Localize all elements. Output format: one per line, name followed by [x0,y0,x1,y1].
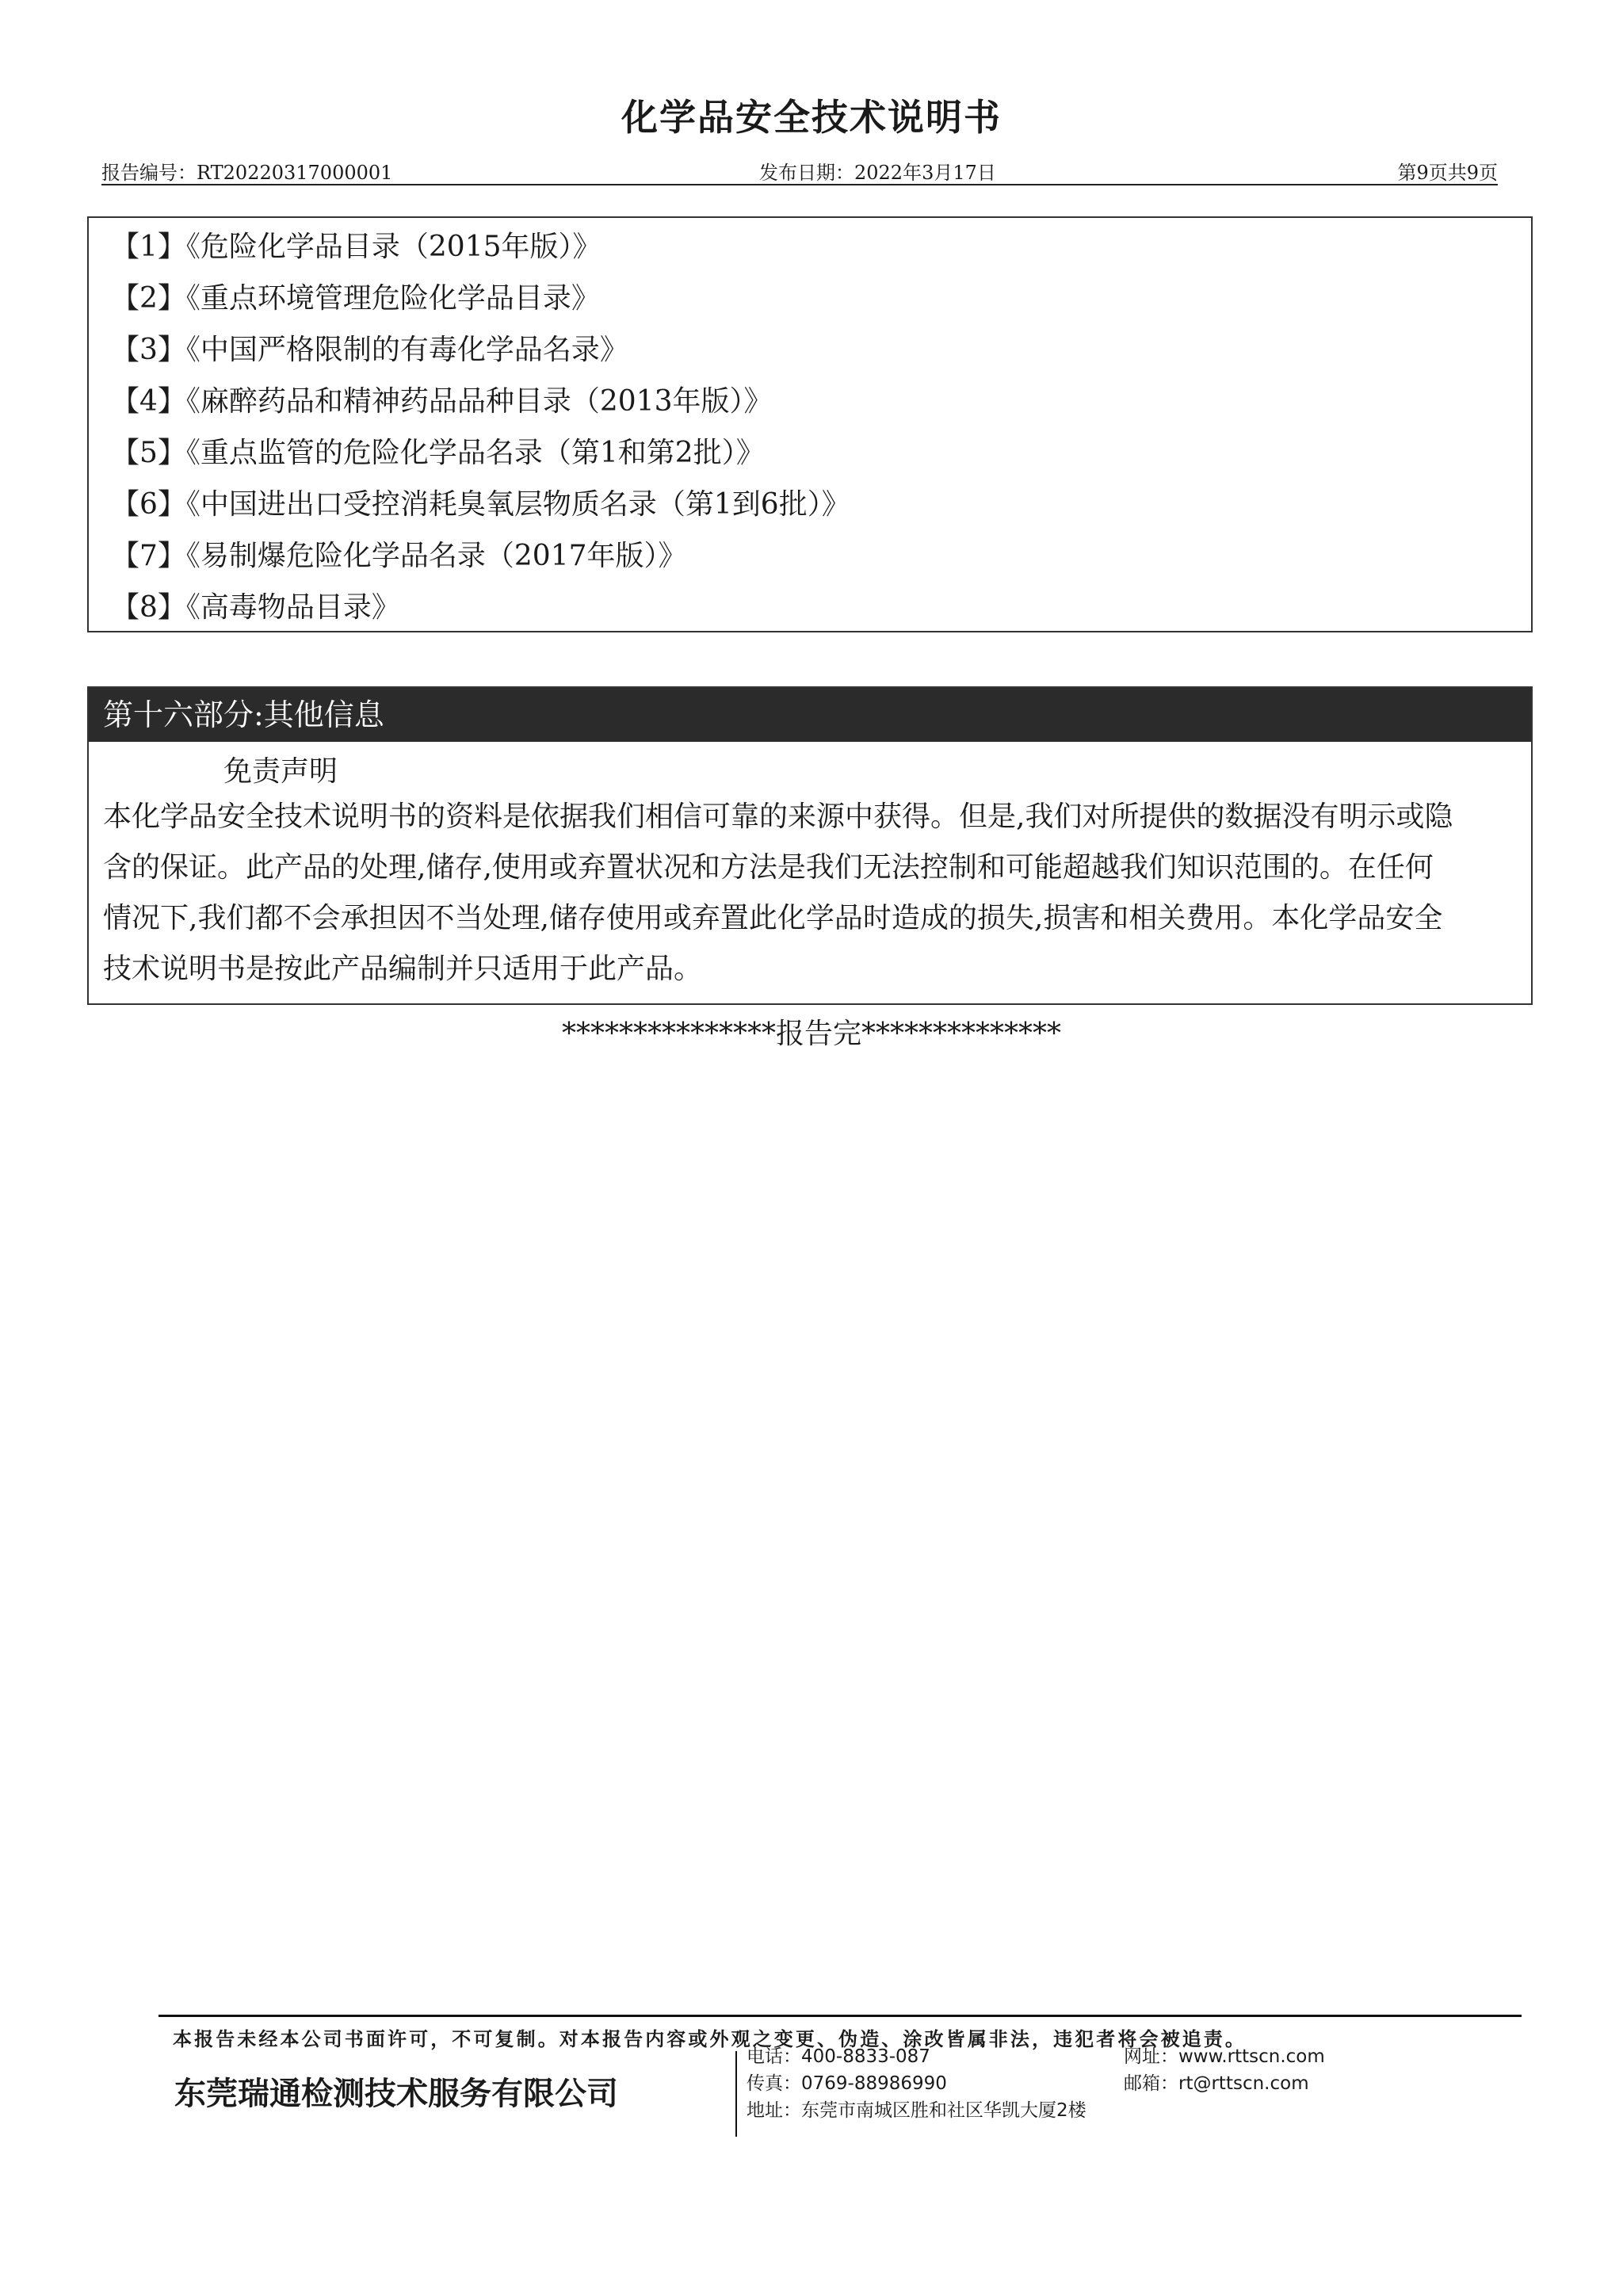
reference-item: 【1】《危险化学品目录（2015年版）》 [111,231,601,263]
section-heading: 第十六部分:其他信息 [89,688,1531,742]
regulatory-reference-list [87,216,1533,632]
footer-vertical-divider [735,2051,737,2137]
contact-address: 地址：东莞市南城区胜和社区华凯大厦2楼 [747,2100,1086,2121]
report-meta-row [101,157,1498,185]
company-name: 东莞瑞通检测技术服务有限公司 [174,2076,618,2112]
disclaimer-line: 含的保证。此产品的处理,储存,使用或弃置状况和方法是我们无法控制和可能超越我们知识范围的。在任何 [103,851,1434,884]
footer-copyright-notice: 本报告未经本公司书面许可，不可复制。对本报告内容或外观之变更、伪造、涂改皆属非法，违犯者将会被追责。 [173,2028,1247,2050]
reference-item: 【5】《重点监管的危险化学品名录（第1和第2批）》 [111,437,765,469]
disclaimer-line: 情况下,我们都不会承担因不当处理,储存使用或弃置此化学品时造成的损失,损害和相关费用。本化学品安全 [103,902,1443,934]
section-16-other-information [87,686,1533,1005]
issue-date: 发布日期：2022年3月17日 [759,162,996,184]
page-number: 第9页共9页 [1397,162,1498,184]
document-title: 化学品安全技术说明书 [621,96,1002,139]
footer-divider-line [158,2015,1522,2017]
report-number: 报告编号：RT20220317000001 [101,162,393,184]
disclaimer-line: 技术说明书是按此产品编制并只适用于此产品。 [103,953,703,985]
contact-website: 网址：www.rttscn.com [1124,2046,1325,2067]
contact-email: 邮箱：rt@rttscn.com [1124,2073,1309,2094]
reference-item: 【4】《麻醉药品和精神药品品种目录（2013年版）》 [111,385,773,418]
reference-item: 【3】《中国严格限制的有毒化学品名录》 [111,334,628,366]
reference-item: 【8】《高毒物品目录》 [111,591,400,624]
contact-fax: 传真：0769-88986990 [747,2073,947,2094]
disclaimer-line: 本化学品安全技术说明书的资料是依据我们相信可靠的来源中获得。但是,我们对所提供的数据没有明示或隐 [103,800,1453,833]
report-end-mark: ***************报告完************** [561,1018,1061,1050]
reference-item: 【2】《重点环境管理危险化学品目录》 [111,282,600,315]
reference-item: 【6】《中国进出口受控消耗臭氧层物质名录（第1到6批）》 [111,488,850,521]
disclaimer-title: 免责声明 [223,755,338,788]
reference-item: 【7】《易制爆危险化学品名录（2017年版）》 [111,540,687,572]
contact-phone: 电话：400-8833-087 [747,2046,930,2067]
